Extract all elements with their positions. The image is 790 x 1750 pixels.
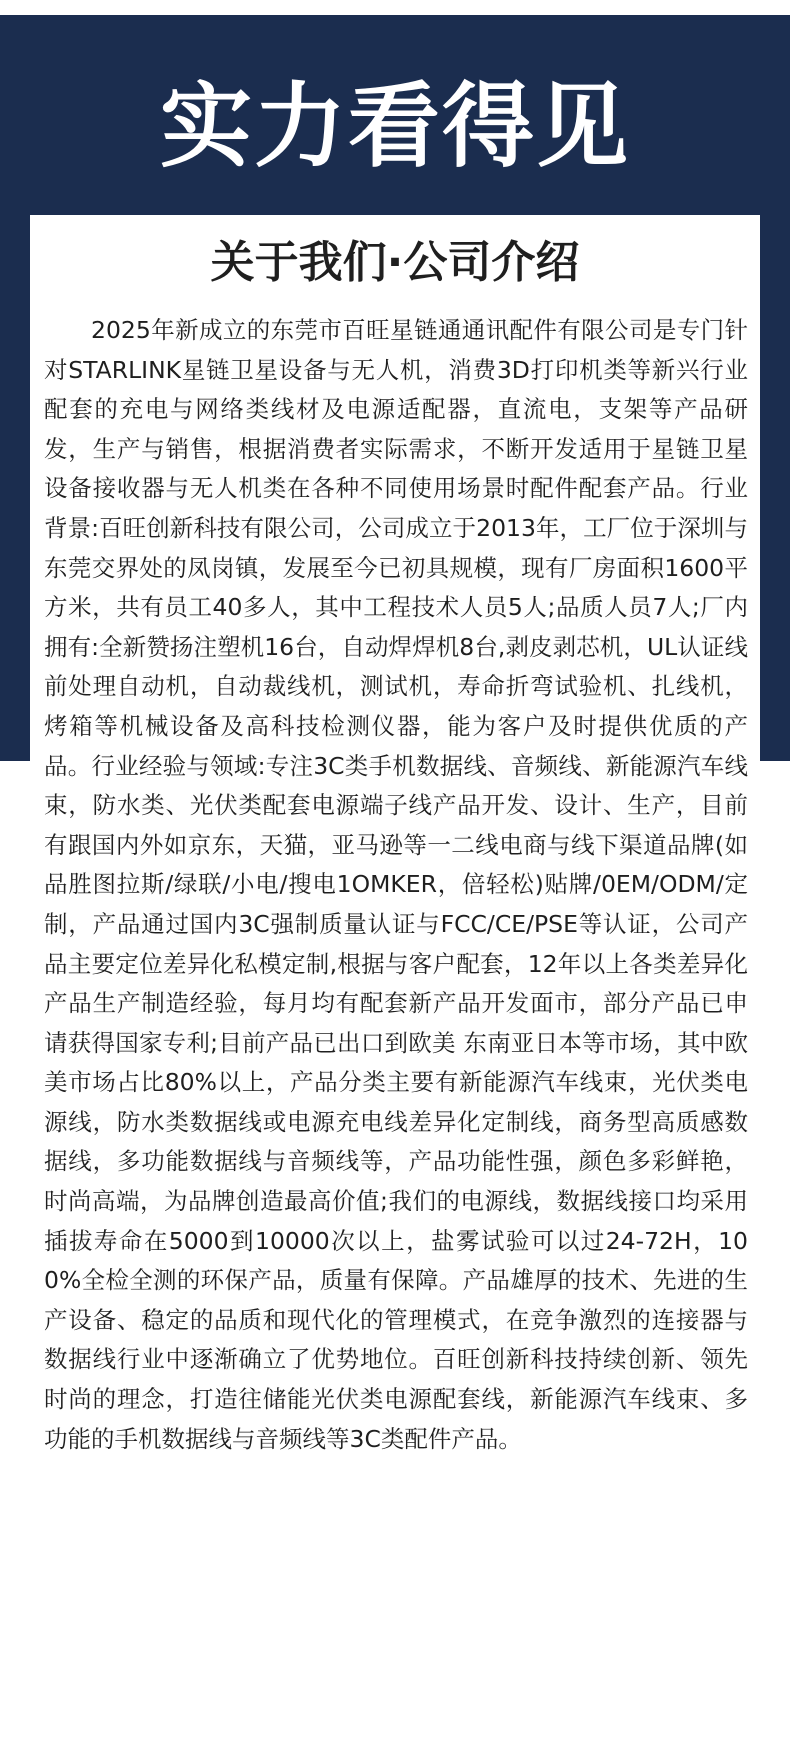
intro-card — [30, 215, 760, 1750]
section-title: 关于我们·公司介绍 — [210, 237, 580, 288]
company-intro-text: 2025年新成立的东莞市百旺星链通通讯配件有限公司是专门针对STARLINK星链卫星设备与无人机，消费3D打印机类等新兴行业配套的充电与网络类线材及电源适配器，直流电，支架等产品研发，生产与销售，根据消费者实际需求，不断开发适用于星链卫星设备接收器与无人机类在各种不同使用场景时配件配套产品。行业背景:百旺创新科技有限公司，公司成立于2013年，工厂位于深圳与东莞交界处的凤岗镇，发展至今已初具规模，现有厂房面积1600平方米，共有员工40多人，其中工程技术人员5人;品质人员7人;厂内拥有:全新赞扬注塑机16台，自动焊焊机8台,剥皮剥芯机，UL认证线前处理自动机，自动裁线机，测试机，寿命折弯试验机、扎线机，烤箱等机械设备及高科技检测仪器，能为客户及时提供优质的产品。行业经验与领域:专注3C类手机数据线、音频线、新能源汽车线束，防水类、光伏类配套电源端子线产品开发、设计、生产，目前有跟国内外如京东，天猫，亚马逊等一二线电商与线下渠道品牌(如品胜图拉斯/绿联/小电/搜电1OMKER，倍轻松)贴牌/0EM/ODM/定制，产品通过国内3C强制质量认证与FCC/CE/PSE等认证，公司产品主要定位差异化私模定制,根据与客户配套，12年以上各类差异化产品生产制造经验，每月均有配套新产品开发面市，部分产品已申请获得国家专利;目前产品已出口到欧美 东南亚日本等市场，其中欧美市场占比80%以上，产品分类主要有新能源汽车线束，光伏类电源线，防水类数据线或电源充电线差异化定制线，商务型高质感数据线，多功能数据线与音频线等，产品功能性强，颜色多彩鲜艳，时尚高端，为品牌创造最高价值;我们的电源线，数据线接口均采用插拔寿命在5000到10000次以上，盐雾试验可以过24-72H，100%全检全测的环保产品，质量有保障。产品雄厚的技术、先进的生产设备、稳定的品质和现代化的管理模式，在竞争激烈的连接器与数据线行业中逐渐确立了优势地位。百旺创新科技持续创新、领先时尚的理念，打造往储能光伏类电源配套线，新能源汽车线束、多功能的手机数据线与音频线等3C类配件产品。 — [44, 316, 748, 1453]
hero-title: 实力看得见 — [159, 73, 630, 180]
